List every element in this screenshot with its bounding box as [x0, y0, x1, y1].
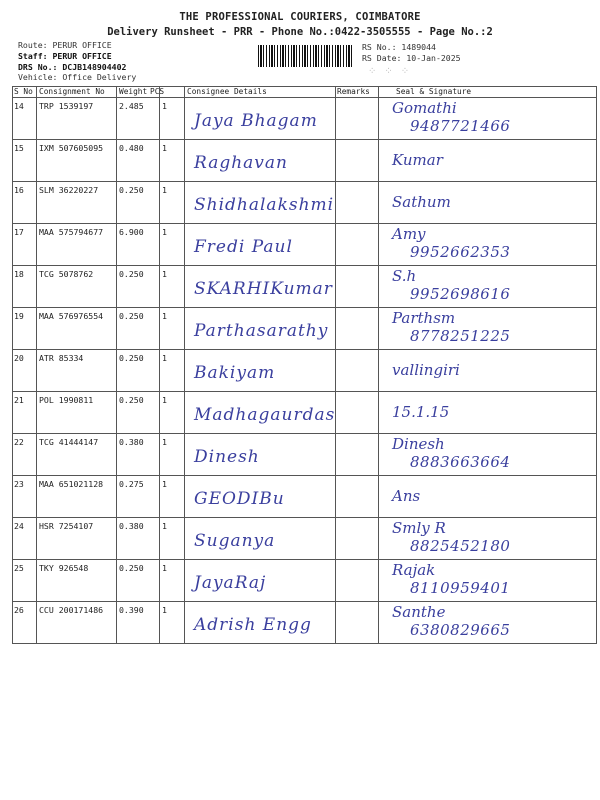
handwritten-consignee: Suganya	[194, 531, 276, 551]
row-weight: 0.250	[119, 269, 144, 279]
row-consignment-no: POL 1990811	[39, 395, 94, 405]
row-sno: 22	[14, 437, 24, 447]
row-sno: 14	[14, 101, 24, 111]
handwritten-phone: 8778251225	[410, 327, 511, 345]
row-weight: 6.900	[119, 227, 144, 237]
row-pcs: 1	[162, 395, 167, 405]
header-consignee: Consignee Details	[187, 87, 267, 96]
row-consignment-no: IXM 507605095	[39, 143, 104, 153]
handwritten-phone: 9952698616	[410, 285, 511, 303]
handwritten-phone: 8110959401	[410, 579, 511, 597]
row-weight: 0.250	[119, 395, 144, 405]
header-seal-signature: Seal & Signature	[396, 87, 472, 96]
handwritten-consignee: JayaRaj	[194, 573, 267, 593]
row-divider	[12, 181, 597, 182]
handwritten-signature: Parthsm	[392, 309, 456, 327]
row-divider	[12, 559, 597, 560]
handwritten-phone: 8883663664	[410, 453, 511, 471]
handwritten-signature: 15.1.15	[392, 403, 450, 421]
handwritten-signature: Sathum	[392, 193, 451, 211]
row-sno: 23	[14, 479, 24, 489]
handwritten-signature: Rajak	[392, 561, 436, 579]
vehicle-label: Vehicle: Office Delivery	[18, 72, 137, 82]
row-weight: 0.250	[119, 353, 144, 363]
company-title: THE PROFESSIONAL COURIERS, COIMBATORE	[179, 11, 421, 23]
handwritten-consignee: Jaya Bhagam	[194, 111, 318, 131]
row-divider	[12, 139, 597, 140]
row-pcs: 1	[162, 101, 167, 111]
handwritten-signature: S.h	[392, 267, 417, 285]
row-weight: 0.390	[119, 605, 144, 615]
handwritten-consignee: Raghavan	[194, 153, 288, 173]
row-weight: 2.485	[119, 101, 144, 111]
handwritten-consignee: Adrish Engg	[194, 615, 312, 635]
handwritten-phone: 6380829665	[410, 621, 511, 639]
row-pcs: 1	[162, 353, 167, 363]
row-divider	[12, 223, 597, 224]
row-sno: 15	[14, 143, 24, 153]
row-pcs: 1	[162, 479, 167, 489]
row-divider	[12, 433, 597, 434]
row-consignment-no: MAA 576976554	[39, 311, 104, 321]
handwritten-phone: 9487721466	[410, 117, 511, 135]
row-divider	[12, 307, 597, 308]
row-pcs: 1	[162, 605, 167, 615]
row-weight: 0.380	[119, 521, 144, 531]
rs-no-label: RS No.: 1489044	[362, 42, 436, 52]
row-sno: 25	[14, 563, 24, 573]
row-divider	[12, 475, 597, 476]
header-pcs: PCS	[150, 87, 165, 96]
handwritten-phone: 9952662353	[410, 243, 511, 261]
row-consignment-no: TKY 926548	[39, 563, 89, 573]
drs-label: DRS No.: DCJB148904402	[18, 62, 127, 72]
handwritten-consignee: Bakiyam	[194, 363, 276, 383]
header-weight: Weight	[119, 87, 148, 96]
rs-date-label: RS Date: 10-Jan-2025	[362, 53, 461, 63]
handwritten-consignee: Shidhalakshmi	[194, 195, 335, 215]
runsheet-subtitle: Delivery Runsheet - PRR - Phone No.:0422-3505555 - Page No.:2	[107, 26, 493, 38]
row-sno: 20	[14, 353, 24, 363]
header-consignment: Consignment No	[39, 87, 105, 96]
row-pcs: 1	[162, 521, 167, 531]
row-sno: 19	[14, 311, 24, 321]
row-consignment-no: SLM 36220227	[39, 185, 99, 195]
row-pcs: 1	[162, 143, 167, 153]
row-consignment-no: TCG 41444147	[39, 437, 99, 447]
row-weight: 0.250	[119, 185, 144, 195]
row-sno: 18	[14, 269, 24, 279]
row-weight: 0.250	[119, 311, 144, 321]
row-weight: 0.275	[119, 479, 144, 489]
route-label: Route: PERUR OFFICE	[18, 40, 112, 50]
handwritten-consignee: GEODIBu	[194, 489, 285, 509]
faint-stamp: ⁘ ⁘ ⁘	[368, 66, 411, 77]
handwritten-consignee: Dinesh	[194, 447, 260, 467]
row-consignment-no: CCU 200171486	[39, 605, 104, 615]
row-pcs: 1	[162, 185, 167, 195]
handwritten-signature: Ans	[392, 487, 421, 505]
row-consignment-no: TCG 5078762	[39, 269, 94, 279]
row-divider	[12, 517, 597, 518]
row-sno: 17	[14, 227, 24, 237]
row-pcs: 1	[162, 563, 167, 573]
handwritten-signature: Kumar	[392, 151, 443, 169]
row-sno: 16	[14, 185, 24, 195]
barcode-image	[258, 45, 354, 67]
row-pcs: 1	[162, 311, 167, 321]
row-sno: 26	[14, 605, 24, 615]
row-weight: 0.480	[119, 143, 144, 153]
row-pcs: 1	[162, 227, 167, 237]
handwritten-consignee: Fredi Paul	[194, 237, 293, 257]
row-weight: 0.380	[119, 437, 144, 447]
row-sno: 21	[14, 395, 24, 405]
handwritten-signature: Santhe	[392, 603, 446, 621]
row-consignment-no: MAA 575794677	[39, 227, 104, 237]
row-pcs: 1	[162, 437, 167, 447]
row-weight: 0.250	[119, 563, 144, 573]
header-sno: S No	[14, 87, 33, 96]
handwritten-signature: Smly R	[392, 519, 446, 537]
row-divider	[12, 601, 597, 602]
handwritten-signature: vallingiri	[392, 361, 460, 379]
row-sno: 24	[14, 521, 24, 531]
staff-label: Staff: PERUR OFFICE	[18, 51, 112, 61]
row-divider	[12, 265, 597, 266]
row-consignment-no: MAA 651021128	[39, 479, 104, 489]
handwritten-phone: 8825452180	[410, 537, 511, 555]
row-divider	[12, 349, 597, 350]
handwritten-signature: Dinesh	[392, 435, 445, 453]
row-consignment-no: TRP 1539197	[39, 101, 94, 111]
handwritten-consignee: SKARHIKumar	[194, 279, 333, 299]
header-remarks: Remarks	[337, 87, 370, 96]
handwritten-consignee: Parthasarathy	[194, 321, 329, 341]
row-consignment-no: HSR 7254107	[39, 521, 94, 531]
row-pcs: 1	[162, 269, 167, 279]
row-consignment-no: ATR 85334	[39, 353, 84, 363]
handwritten-signature: Gomathi	[392, 99, 457, 117]
handwritten-signature: Amy	[392, 225, 426, 243]
handwritten-consignee: Madhagaurdas	[194, 405, 336, 425]
row-divider	[12, 391, 597, 392]
